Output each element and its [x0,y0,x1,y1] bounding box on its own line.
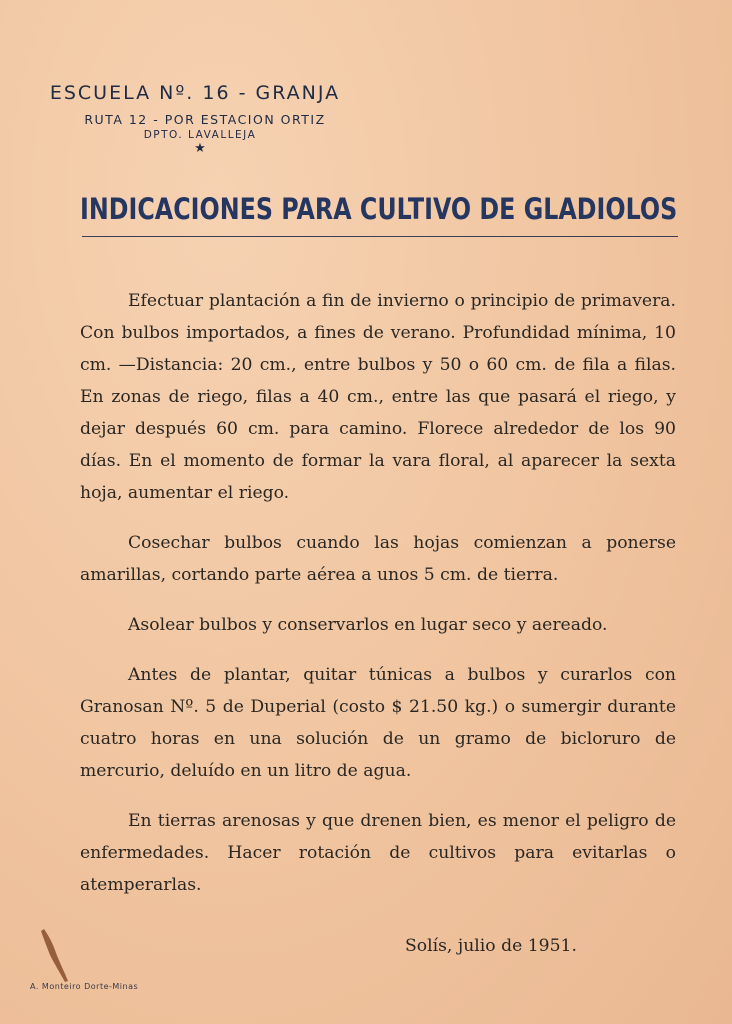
letterhead [30,82,360,156]
paragraph-treatment: Antes de plantar, quitar túnicas a bulbos y curarlos con Granosan Nº. 5 de Duperial (costo $ 21.50 kg.) o sumergir durante cuatro horas en una solución de un gramo de bicloruro de mercurio, deluído en un litro de agua. [80,665,676,781]
signature-date: Solís, julio de 1951. [405,936,577,956]
school-department: DPTO. LAVALLEJA [143,129,257,141]
school-name: ESCUELA Nº. 16 - GRANJA [49,82,341,104]
document-body [80,285,676,919]
paragraph-planting: Efectuar plantación a fin de invierno o principio de primavera. Con bulbos importados, a fines de verano. Profundidad mínima, 10 cm. —Distancia: 20 cm., entre bulbos y 50 o 60 cm. de fila a filas. En zonas de riego, filas a 40 cm., entre las que pasará el riego, y dejar después 60 cm. para camino. Florece alrededor de los 90 días. En el momento de formar la vara floral, al aparecer la sexta hoja, aumentar el riego. [80,291,676,503]
printer-credit: A. Monteiro Dorte-Minas [30,982,139,991]
school-route: RUTA 12 - POR ESTACION ORTIZ [84,112,326,127]
stain-mark [38,925,72,985]
document-title: INDICACIONES PARA CULTIVO DE GLADIOLOS [80,192,678,226]
star-icon: ★ [194,141,206,156]
paragraph-harvest: Cosechar bulbos cuando las hojas comienzan a ponerse amarillas, cortando parte aérea a unos 5 cm. de tierra. [80,533,676,585]
paragraph-drying: Asolear bulbos y conservarlos en lugar seco y aereado. [128,615,608,635]
title-underline [82,236,678,237]
paragraph-soil: En tierras arenosas y que drenen bien, es menor el peligro de enfermedades. Hacer rotación de cultivos para evitarlas o atemperarlas. [80,811,676,895]
